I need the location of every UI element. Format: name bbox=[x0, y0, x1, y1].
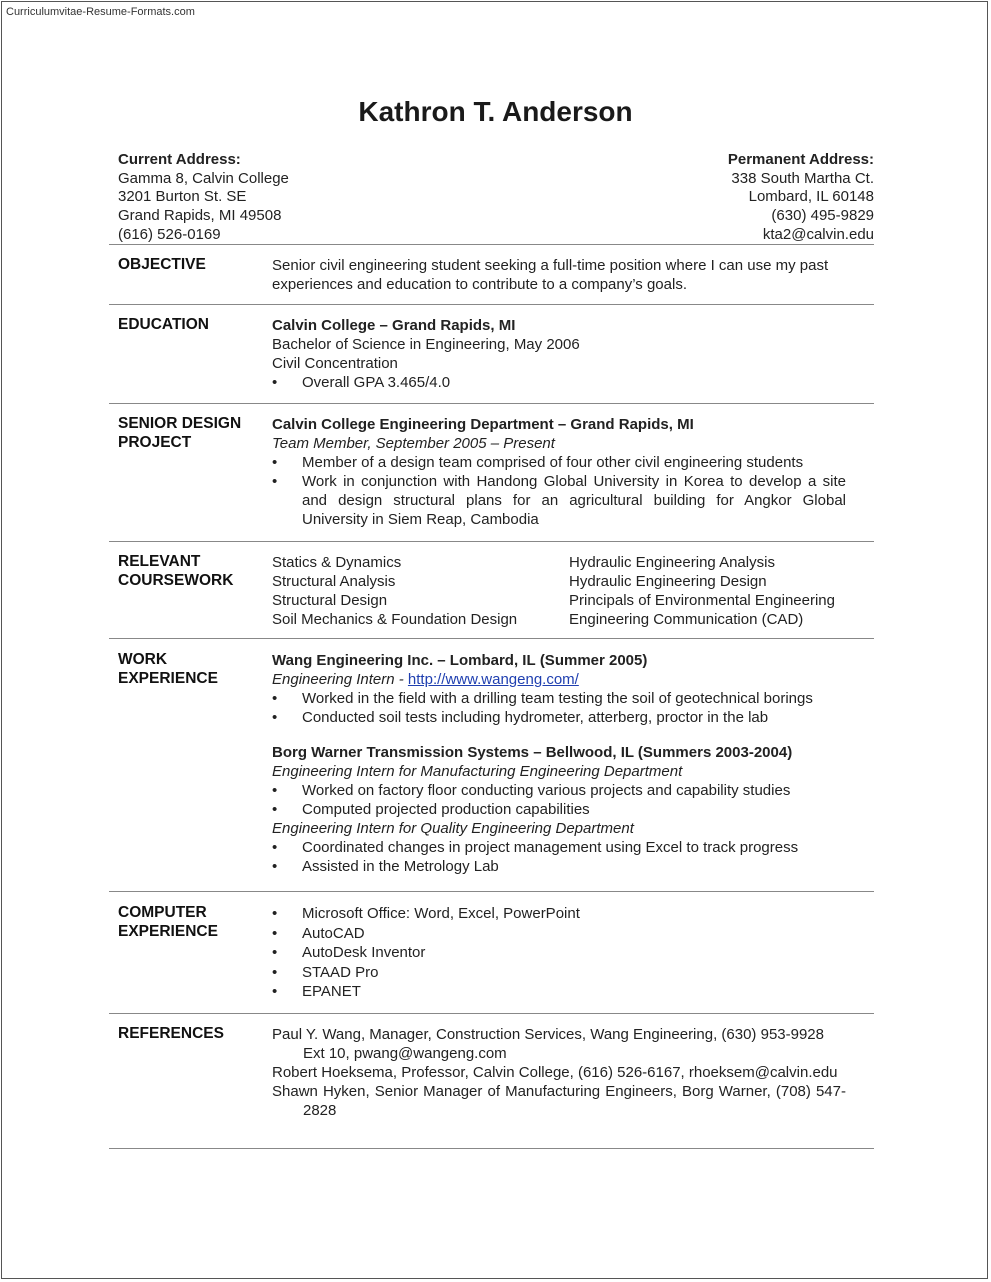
objective-text: Senior civil engineering student seeking a full-time position where I can use my past experiences and education to contribute to a company’s goals. bbox=[272, 257, 829, 293]
course: Hydraulic Engineering Design bbox=[569, 573, 767, 590]
coursework-column-1 bbox=[272, 553, 569, 629]
heading-line: SENIOR DESIGN bbox=[118, 415, 242, 432]
divider bbox=[109, 541, 874, 542]
phone: (616) 526-0169 bbox=[118, 225, 221, 243]
concentration: Civil Concentration bbox=[272, 355, 398, 372]
work-body bbox=[272, 651, 862, 876]
reference: Paul Y. Wang, Manager, Construction Services, Wang Engineering, (630) 953-9928 Ext 10, pwang@wangeng.com bbox=[272, 1026, 824, 1062]
heading-line: WORK bbox=[118, 651, 168, 668]
address-line: Grand Rapids, MI 49508 bbox=[118, 207, 282, 225]
education-heading: EDUCATION bbox=[118, 316, 209, 333]
list-item: • Worked on factory floor conducting various projects and capability studies bbox=[272, 781, 862, 800]
role: Team Member, September 2005 – Present bbox=[272, 435, 555, 452]
course: Hydraulic Engineering Analysis bbox=[569, 554, 775, 571]
permanent-address-heading: Permanent Address: bbox=[727, 151, 874, 168]
education-body bbox=[272, 316, 846, 392]
list-item: • Overall GPA 3.465/4.0 bbox=[272, 373, 846, 392]
course: Structural Design bbox=[272, 592, 388, 609]
address-line: Lombard, IL 60148 bbox=[748, 188, 874, 206]
list-item: • STAAD Pro bbox=[272, 963, 846, 983]
company: Borg Warner Transmission Systems – Bellwood, IL (Summers 2003-2004) bbox=[272, 744, 793, 761]
divider bbox=[109, 304, 874, 305]
candidate-name: Kathron T. Anderson bbox=[358, 96, 633, 127]
objective-heading: OBJECTIVE bbox=[118, 256, 206, 273]
role: Engineering Intern for Manufacturing Engineering Department bbox=[272, 763, 683, 780]
divider bbox=[109, 403, 874, 404]
coursework-column-2 bbox=[569, 553, 869, 629]
work-heading bbox=[118, 651, 218, 688]
senior-design-body bbox=[272, 415, 846, 529]
references-body bbox=[272, 1025, 846, 1120]
phone: (630) 495-9829 bbox=[771, 207, 874, 225]
address-line: 3201 Burton St. SE bbox=[118, 188, 247, 206]
watermark: Curriculumvitae-Resume-Formats.com bbox=[6, 6, 195, 18]
organization: Calvin College Engineering Department – Grand Rapids, MI bbox=[272, 416, 694, 433]
divider bbox=[109, 638, 874, 639]
divider bbox=[109, 1013, 874, 1014]
role: Engineering Intern for Quality Engineering Department bbox=[272, 820, 634, 837]
heading-line: PROJECT bbox=[118, 433, 192, 451]
school: Calvin College – Grand Rapids, MI bbox=[272, 317, 516, 334]
divider bbox=[109, 891, 874, 892]
company-link[interactable]: http://www.wangeng.com/ bbox=[407, 671, 579, 688]
list-item: • EPANET bbox=[272, 982, 846, 1002]
heading-line: COURSEWORK bbox=[118, 571, 234, 589]
list-item: • Microsoft Office: Word, Excel, PowerPoint bbox=[272, 904, 846, 924]
coursework-heading bbox=[118, 553, 233, 590]
heading-line: RELEVANT bbox=[118, 553, 201, 570]
senior-design-heading bbox=[118, 415, 241, 452]
permanent-address bbox=[728, 151, 874, 245]
heading-line: EXPERIENCE bbox=[118, 669, 218, 687]
list-item: • Conducted soil tests including hydrometer, atterberg, proctor in the lab bbox=[272, 708, 862, 727]
current-address-heading: Current Address: bbox=[118, 151, 241, 168]
heading-line: EXPERIENCE bbox=[118, 922, 218, 940]
list-item: • Coordinated changes in project management using Excel to track progress bbox=[272, 838, 862, 857]
list-item: • AutoDesk Inventor bbox=[272, 943, 846, 963]
list-item: • Worked in the field with a drilling team testing the soil of geotechnical borings bbox=[272, 689, 862, 708]
list-item: • Assisted in the Metrology Lab bbox=[272, 857, 862, 876]
course: Principals of Environmental Engineering bbox=[569, 592, 835, 609]
degree: Bachelor of Science in Engineering, May 2006 bbox=[272, 336, 580, 353]
heading-line: COMPUTER bbox=[118, 904, 207, 921]
period: (Summer 2005) bbox=[539, 652, 648, 669]
role: Engineering Intern - bbox=[272, 671, 408, 688]
divider bbox=[109, 244, 874, 245]
job-header bbox=[272, 651, 862, 670]
company: Wang Engineering Inc. – Lombard, IL bbox=[272, 652, 536, 669]
list-item: • AutoCAD bbox=[272, 924, 846, 944]
reference: Shawn Hyken, Senior Manager of Manufacturing Engineers, Borg Warner, (708) 547-2828 bbox=[272, 1083, 846, 1119]
job-role bbox=[272, 670, 862, 689]
references-heading: REFERENCES bbox=[118, 1025, 224, 1042]
course: Soil Mechanics & Foundation Design bbox=[272, 611, 518, 628]
reference: Robert Hoeksema, Professor, Calvin College, (616) 526-6167, rhoeksem@calvin.edu bbox=[272, 1064, 838, 1081]
email: kta2@calvin.edu bbox=[762, 225, 874, 243]
coursework-body bbox=[272, 553, 872, 629]
course: Engineering Communication (CAD) bbox=[569, 611, 804, 628]
course: Statics & Dynamics bbox=[272, 554, 402, 571]
computer-heading bbox=[118, 904, 218, 941]
current-address bbox=[118, 151, 289, 245]
address-line: 338 South Martha Ct. bbox=[731, 169, 874, 187]
computer-body bbox=[272, 904, 846, 1002]
list-item: • Member of a design team comprised of four other civil engineering students bbox=[272, 453, 846, 472]
address-line: Gamma 8, Calvin College bbox=[118, 169, 289, 187]
course: Structural Analysis bbox=[272, 573, 396, 590]
divider bbox=[109, 1148, 874, 1149]
list-item: • Work in conjunction with Handong Global University in Korea to develop a site and design structural plans for an agricultural building for Angkor Global University in Siem Reap, Cambodia bbox=[272, 472, 846, 529]
list-item: • Computed projected production capabilities bbox=[272, 800, 862, 819]
